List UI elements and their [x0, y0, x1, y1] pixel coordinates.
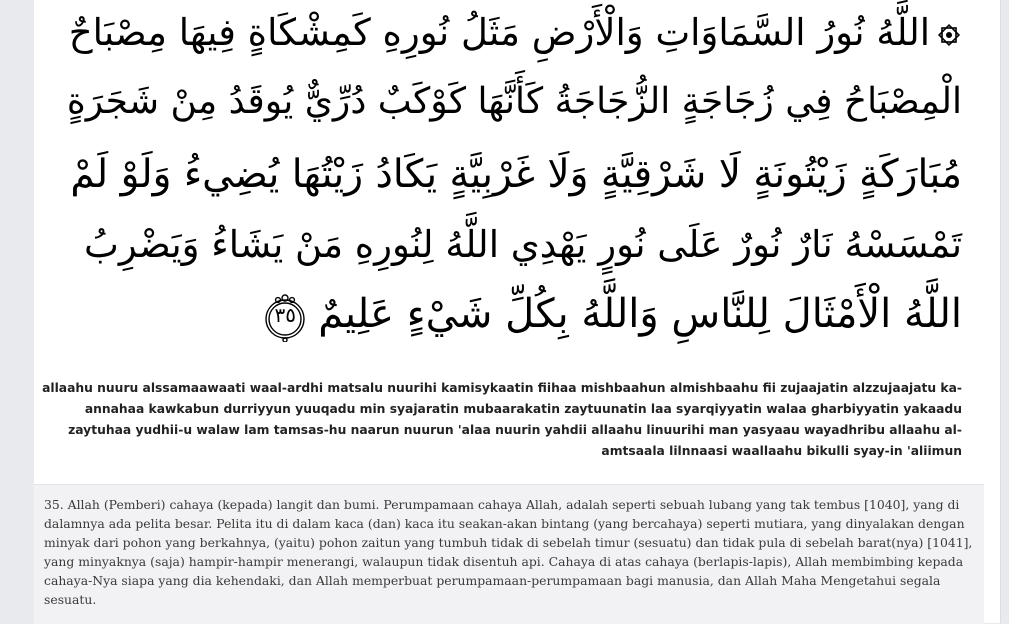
arabic-line-text: اللَّهُ نُورُ السَّمَاوَاتِ وَالْأَرْضِ مَثَلُ نُورِهِ كَمِشْكَاةٍ فِيهَا مِصْبَاحٌ: [68, 11, 930, 54]
ayah-number: ٣٥: [274, 303, 296, 327]
arabic-verse: [34, 0, 1000, 370]
arabic-line: [70, 152, 962, 197]
translation-box: [34, 484, 984, 624]
arabic-line-text: الْمِصْبَاحُ فِي زُجَاجَةٍ الزُّجَاجَةُ كَأَنَّهَا كَوْكَبٌ دُرِّيٌّ يُوقَدُ مِنْ شَجَرَةٍ: [66, 81, 962, 122]
content-panel: [34, 0, 1001, 623]
arabic-line: [252, 292, 962, 342]
translation-text: 35. Allah (Pemberi) cahaya (kepada) langit dan bumi. Perumpamaan cahaya Allah, adalah seperti sebuah lubang yang tak tembus [1040], yang di dalamnya ada pelita besar. Pelita itu di dalam kaca (dan) kaca itu seakan-akan bintang (yang bercahaya) seperti mutiara, yang dinyalakan dengan minyak dari pohon yang berkahnya, (yaitu) pohon zaitun yang tumbuh tidak di sebelah timur (sesuatu) dan tidak pula di sebelah barat(nya) [1041], yang minyaknya (saja) hampir-hampir menerangi, walaupun tidak disentuh api. Cahaya di atas cahaya (berlapis-lapis), Allah membimbing kepada cahaya-Nya siapa yang dia kehendaki, dan Allah memperbuat perumpamaan-perumpamaan bagi manusia, dan Allah Maha Mengetahui segala sesuatu.: [44, 497, 973, 607]
ayah-number-marker: [260, 292, 310, 342]
arabic-line: [68, 11, 962, 54]
rub-el-hizb-icon: [936, 17, 962, 54]
arabic-line-text: اللَّهُ الْأَمْثَالَ لِلنَّاسِ وَاللَّهُ بِكُلِّ شَيْءٍ عَلِيمٌ: [318, 291, 962, 337]
arabic-line: [84, 223, 962, 266]
arabic-line-text: مُبَارَكَةٍ زَيْتُونَةٍ لَا شَرْقِيَّةٍ وَلَا غَرْبِيَّةٍ يَكَادُ زَيْتُهَا يُضِيءُ وَلَوْ لَمْ: [70, 152, 962, 197]
arabic-line: [66, 81, 962, 122]
arabic-line-text: تَمْسَسْهُ نَارٌ نُورٌ عَلَى نُورٍ يَهْدِي اللَّهُ لِنُورِهِ مَنْ يَشَاءُ وَيَضْرِبُ: [84, 223, 962, 266]
transliteration-text: allaahu nuuru alssamaawaati waal-ardhi matsalu nuurihi kamisykaatin fiihaa mishbaahun almishbaahu fii zujaajatin alzzujaajatu ka-annahaa kawkabun durriyyun yuuqadu min syajaratin mubaarakatin zaytuunatin laa syarqiyyatin walaa gharbiyyatin yakaadu zaytuhaa yudhii-u walaw lam tamsas-hu naarun nuurun 'alaa nuurin yahdii allaahu linuurihi man yasyaau wayadhribu allaahu al-amtsaala lilnnaasi waallaahu bikulli syay-in 'aliimun: [42, 381, 962, 458]
